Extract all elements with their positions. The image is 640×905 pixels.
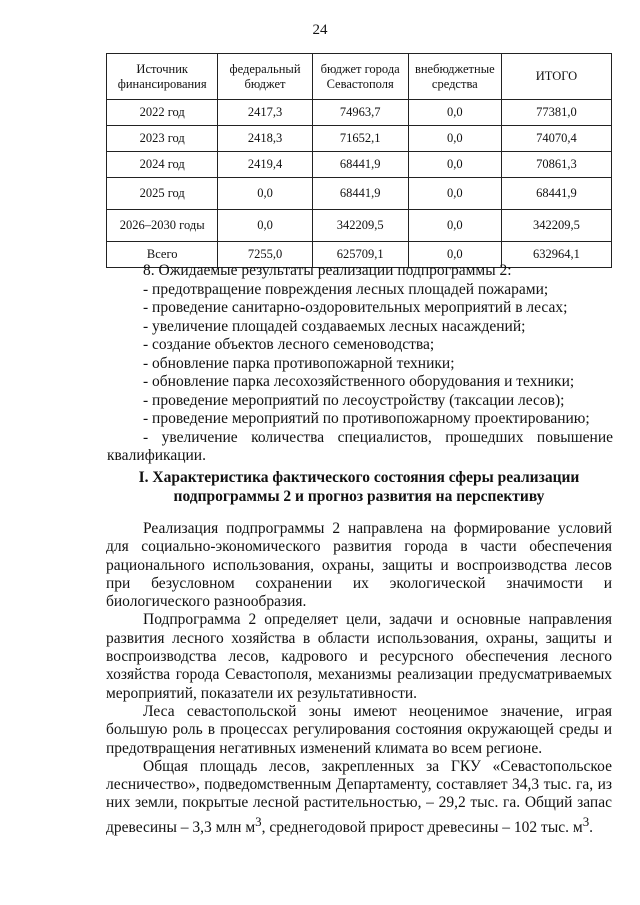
table-cell: Всего xyxy=(107,242,218,268)
section-title-line: подпрограммы 2 и прогноз развития на перспективу xyxy=(173,488,545,505)
table-row xyxy=(107,126,612,152)
table-cell: 70861,3 xyxy=(501,152,611,178)
paragraph-text: , среднегодовой прирост древесины – 102 тыс. м xyxy=(261,818,583,836)
list-item: - обновление парка противопожарной техники; xyxy=(143,354,455,372)
paragraph-text: Общая площадь лесов, закрепленных за ГКУ «Севастопольское лесничество», подведомственным Департаменту, составляет 34,3 тыс. га, из них земли, покрытые лесной растительностью, – 29,2 тыс. га. Общий запас древесины – 3,3 млн м xyxy=(106,757,612,836)
superscript: 3 xyxy=(255,813,262,829)
table-cell: 0,0 xyxy=(408,210,501,242)
list-item: - проведение мероприятий по лесоустройству (таксации лесов); xyxy=(143,391,565,409)
header-source: Источник финансирования xyxy=(107,54,218,100)
table-cell: 0,0 xyxy=(408,152,501,178)
table-cell: 0,0 xyxy=(408,100,501,126)
table-cell: 2417,3 xyxy=(218,100,312,126)
table-cell: 2418,3 xyxy=(218,126,312,152)
paragraph-text: . xyxy=(589,818,594,836)
header-city-budget: бюджет города Севастополя xyxy=(312,54,408,100)
table-cell: 74070,4 xyxy=(501,126,611,152)
section-title-line: I. Характеристика фактического состояния сферы реализации xyxy=(138,469,580,486)
header-total: ИТОГО xyxy=(501,54,611,100)
list-item: - обновление парка лесохозяйственного оборудования и техники; xyxy=(143,373,575,390)
expected-results-list xyxy=(107,262,613,466)
table-cell: 2024 год xyxy=(107,152,218,178)
paragraph: Леса севастопольской зоны имеют неоценимое значение, играя большую роль в процессах регулирования состояния окружающей среды и предотвращения негативных изменений климата во всем регионе. xyxy=(106,702,612,757)
table-cell: 68441,9 xyxy=(501,178,611,210)
table-cell: 68441,9 xyxy=(312,178,408,210)
paragraph: Подпрограмма 2 определяет цели, задачи и основные направления развития лесного хозяйства в области использования, охраны, защиты и воспроизводства лесов, кадрового и ресурсного обеспечения лесного хозяйства города Севастополя, механизмы реализации предусматриваемых мероприятий, показатели их результативности. xyxy=(106,611,612,702)
list-item-continuation: квалификации. xyxy=(107,447,206,464)
table-cell: 74963,7 xyxy=(312,100,408,126)
table-cell: 7255,0 xyxy=(218,242,312,268)
body-text xyxy=(106,520,612,837)
table-cell: 2023 год xyxy=(107,126,218,152)
table-cell: 0,0 xyxy=(408,178,501,210)
table-cell: 342209,5 xyxy=(501,210,611,242)
list-item: - создание объектов лесного семеноводства; xyxy=(143,336,435,353)
table-cell: 632964,1 xyxy=(501,242,611,268)
table-cell: 77381,0 xyxy=(501,100,611,126)
results-heading: 8. Ожидаемые результаты реализации подпрограммы 2: xyxy=(143,262,512,279)
table-cell: 0,0 xyxy=(218,210,312,242)
table-cell: 342209,5 xyxy=(312,210,408,242)
financing-table xyxy=(106,53,612,268)
paragraph xyxy=(106,758,612,837)
page-number: 24 xyxy=(312,22,328,38)
list-item: - увеличение количества специалистов, прошедших повышение xyxy=(143,428,613,446)
paragraph: Реализация подпрограммы 2 направлена на формирование условий для социально-экономического развития города в части обеспечения рационального использования, охраны, защиты и воспроизводства лесов при безусловном сохранении их экологической значимости и биологического разнообразия. xyxy=(106,520,612,611)
table-cell: 0,0 xyxy=(408,242,501,268)
section-title xyxy=(106,468,612,506)
table-cell: 68441,9 xyxy=(312,152,408,178)
table-row xyxy=(107,210,612,242)
list-item: - предотвращение повреждения лесных площадей пожарами; xyxy=(143,280,549,298)
table-cell: 625709,1 xyxy=(312,242,408,268)
table-row xyxy=(107,178,612,210)
table-cell: 0,0 xyxy=(218,178,312,210)
table-cell: 0,0 xyxy=(408,126,501,152)
table-header-row xyxy=(107,54,612,100)
header-federal: федеральный бюджет xyxy=(218,54,312,100)
table-cell: 2025 год xyxy=(107,178,218,210)
table-cell: 71652,1 xyxy=(312,126,408,152)
table-row xyxy=(107,152,612,178)
list-item: - проведение мероприятий по противопожарному проектированию; xyxy=(143,410,590,427)
list-item: - увеличение площадей создаваемых лесных насаждений; xyxy=(143,317,526,335)
table-cell: 2026–2030 годы xyxy=(107,210,218,242)
list-item: - проведение санитарно-оздоровительных мероприятий в лесах; xyxy=(143,299,568,316)
superscript: 3 xyxy=(582,813,590,829)
table-cell: 2419,4 xyxy=(218,152,312,178)
header-extrabudgetary: внебюджетные средства xyxy=(408,54,501,100)
table-row xyxy=(107,100,612,126)
table-cell: 2022 год xyxy=(107,100,218,126)
